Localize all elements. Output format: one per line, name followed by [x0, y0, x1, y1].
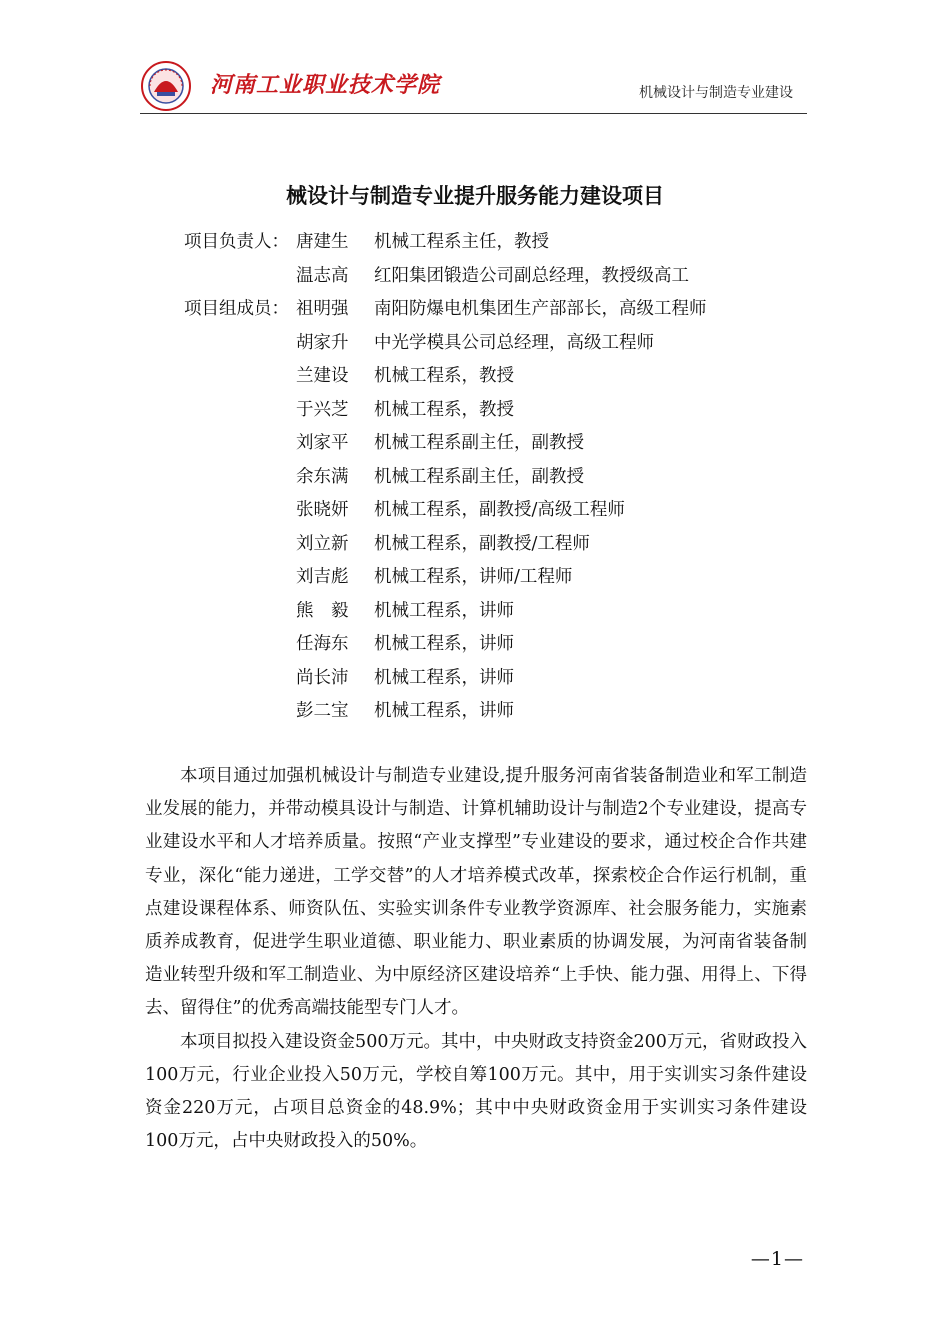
roster-name: 唐建生 [296, 232, 349, 252]
roster-name: 兰建设 [296, 366, 349, 386]
roster-duty: 机械工程系，副教授/高级工程师 [374, 500, 625, 520]
roster-duty: 机械工程系，讲师 [374, 667, 514, 688]
roster-name: 任海东 [296, 634, 349, 654]
roster-duty: 中光学模具公司总经理，高级工程师 [374, 332, 654, 353]
roster-name: 张晓妍 [296, 500, 349, 520]
roster-row [184, 662, 824, 696]
roster-role: 项目负责人： [184, 232, 289, 252]
document-title: 械设计与制造专业提升服务能力建设项目 [286, 184, 664, 208]
roster-name: 温志高 [296, 265, 349, 286]
roster-row [184, 695, 824, 729]
roster-duty: 机械工程系，讲师 [374, 600, 514, 621]
roster-duty: 机械工程系，教授 [374, 399, 514, 420]
roster-duty: 机械工程系，讲师 [374, 634, 514, 654]
roster-duty: 机械工程系，副教授/工程师 [374, 533, 590, 554]
project-roster [184, 226, 824, 729]
roster-name: 胡家升 [296, 332, 349, 353]
roster-role: 项目组成员： [184, 299, 289, 319]
roster-row [184, 327, 824, 361]
roster-duty: 南阳防爆电机集团生产部部长，高级工程师 [374, 299, 707, 319]
roster-name: 祖明强 [296, 299, 349, 319]
roster-row [184, 595, 824, 629]
roster-name: 刘立新 [296, 533, 349, 554]
roster-row [184, 427, 824, 461]
roster-name: 刘吉彪 [296, 567, 349, 587]
roster-duty: 机械工程系，教授 [374, 366, 514, 386]
page-number: —1— [750, 1248, 804, 1270]
roster-name: 余东满 [296, 466, 349, 487]
roster-name: 刘家平 [296, 433, 349, 453]
roster-name: 彭二宝 [296, 701, 349, 721]
roster-duty: 机械工程系，讲师 [374, 701, 514, 721]
roster-duty: 红阳集团锻造公司副总经理，教授级高工 [374, 265, 689, 286]
roster-row [184, 494, 824, 528]
roster-name: 熊 毅 [296, 600, 349, 621]
roster-row [184, 260, 824, 294]
roster-row [184, 528, 824, 562]
roster-duty: 机械工程系主任，教授 [374, 232, 549, 252]
page-header [140, 60, 807, 116]
paragraph: 本项目通过加强机械设计与制造专业建设,提升服务河南省装备制造业和军工制造业发展的能力，并带动模具设计与制造、计算机辅助设计与制造2个专业建设，提高专业建设水平和人才培养质量。按照“产业支撑型”专业建设的要求，通过校企合作共建专业，深化“能力递进，工学交替”的人才培养模式改革，探索校企合作运行机制，重点建设课程体系、师资队伍、实验实训条件专业教学资源库、社会服务能力，实施素质养成教育，促进学生职业道德、职业能力、职业素质的协调发展，为河南省装备制造业转型升级和军工制造业、为中原经济区建设培养“上手快、能力强、用得上、下得去、留得住”的优秀高端技能型专门人才。 [145, 766, 807, 1019]
roster-row [184, 394, 824, 428]
body-text [145, 760, 807, 1158]
school-emblem-icon [140, 60, 192, 112]
roster-row [184, 293, 824, 327]
roster-row [184, 461, 824, 495]
roster-name: 尚长沛 [296, 667, 349, 688]
paragraph: 本项目拟投入建设资金500万元。其中，中央财政支持资金200万元，省财政投入100万元，行业企业投入50万元，学校自筹100万元。其中，用于实训实习条件建设资金220万元，占项目总资金的48.9%；其中中央财政资金用于实训实习条件建设100万元，占中央财政投入的50%。 [145, 1031, 807, 1152]
roster-duty: 机械工程系，讲师/工程师 [374, 567, 573, 587]
header-dept-name: 机械设计与制造专业建设 [639, 85, 793, 101]
roster-row [184, 628, 824, 662]
school-name: 河南工业职业技术学院 [210, 73, 441, 98]
roster-row [184, 360, 824, 394]
roster-row [184, 226, 824, 260]
roster-name: 于兴芝 [296, 399, 349, 420]
roster-duty: 机械工程系副主任，副教授 [374, 466, 584, 487]
roster-row [184, 561, 824, 595]
roster-duty: 机械工程系副主任，副教授 [374, 433, 584, 453]
header-divider [140, 113, 807, 114]
